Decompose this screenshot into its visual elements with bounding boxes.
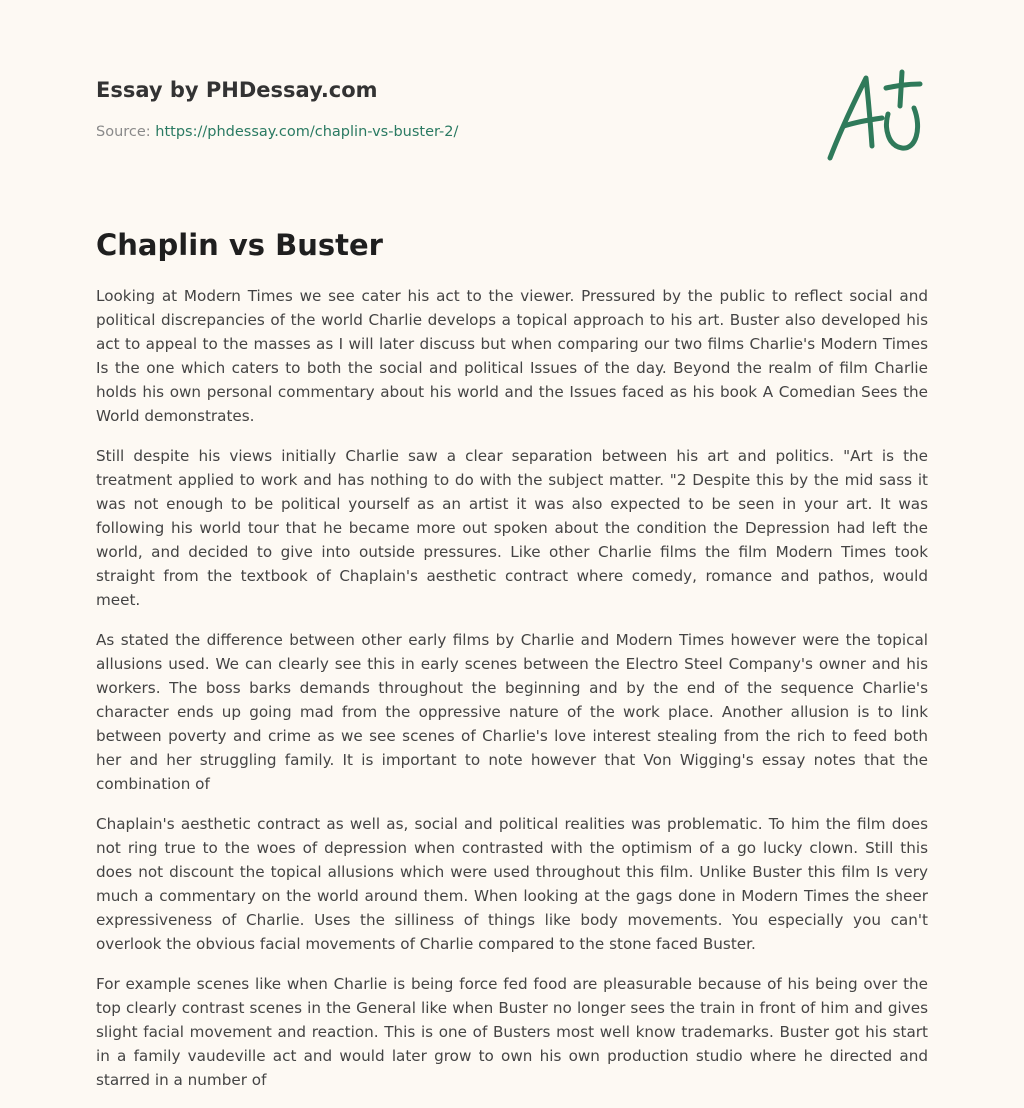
source-link[interactable]: https://phdessay.com/chaplin-vs-buster-2/: [155, 124, 459, 140]
essay-paragraph: Still despite his views initially Charlie saw a clear separation between his art and politics. "Art is the treatment applied to work and has nothing to do with the subject matter. "2 Despite this by the mid sass it was not enough to be political yourself as an artist it was also expected to be seen in your art. It was following his world tour that he became more out spoken about the condition the Depression had left the world, and decided to give into outside pressures. Like other Charlie films the film Modern Times took straight from the textbook of Chaplain's aesthetic contract where comedy, romance and pathos, would meet.: [96, 447, 928, 609]
essay-title: Chaplin vs Buster: [96, 228, 383, 262]
site-header: [96, 76, 928, 142]
essay-paragraph: Looking at Modern Times we see cater his act to the viewer. Pressured by the public to reflect social and political discrepancies of the world Charlie develops a topical approach to his art. Buster also developed his act to appeal to the masses as I will later discuss but when comparing our two films Charlie's Modern Times Is the one which caters to both the social and political Issues of the day. Beyond the realm of film Charlie holds his own personal commentary about his world and the Issues faced as his book A Comedian Sees the World demonstrates.: [96, 287, 928, 425]
site-brand: Essay by PHDessay.com: [96, 78, 378, 102]
essay-paragraph: For example scenes like when Charlie is being force fed food are pleasurable because of his being over the top clearly contrast scenes in the General like when Buster no longer sees the train in front of him and gives slight facial movement and reaction. This is one of Busters most well know trademarks. Buster got his start in a family vaudeville act and would later grow to own his own production studio where he directed and starred in a number of: [96, 975, 928, 1089]
source-line: [96, 122, 928, 142]
a-plus-logo-icon: [822, 66, 932, 166]
source-label: Source:: [96, 124, 151, 140]
essay-paragraph: As stated the difference between other early films by Charlie and Modern Times however were the topical allusions used. We can clearly see this in early scenes between the Electro Steel Company's owner and his workers. The boss barks demands throughout the beginning and by the end of the sequence Charlie's character ends up going mad from the oppressive nature of the work place. Another allusion is to link between poverty and crime as we see scenes of Charlie's love interest stealing from the rich to feed both her and her struggling family. It is important to note however that Von Wigging's essay notes that the combination of: [96, 631, 928, 793]
essay-body: [96, 284, 928, 1108]
essay-paragraph: Chaplain's aesthetic contract as well as, social and political realities was problematic. To him the film does not ring true to the woes of depression when contrasted with the optimism of a go lucky clown. Still this does not discount the topical allusions which were used throughout this film. Unlike Buster this film Is very much a commentary on the world around them. When looking at the gags done in Modern Times the sheer expressiveness of Charlie. Uses the silliness of things like body movements. You especially you can't overlook the obvious facial movements of Charlie compared to the stone faced Buster.: [96, 815, 928, 953]
